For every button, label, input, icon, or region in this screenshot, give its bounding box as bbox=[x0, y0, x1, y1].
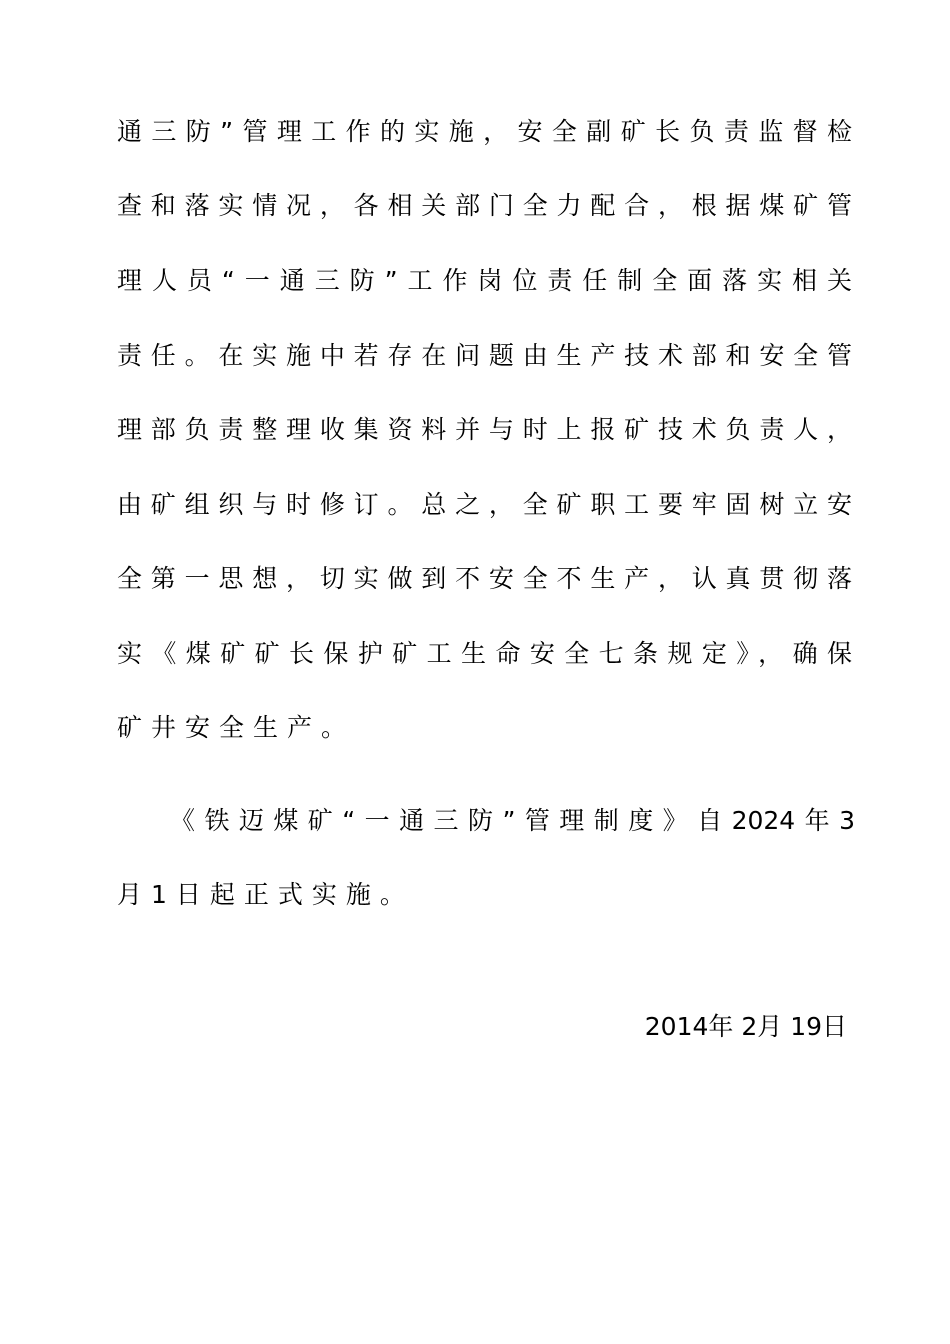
text-line: 月1日起正式实施。 bbox=[117, 880, 414, 909]
text-line: 《铁迈煤矿“一通三防”管理制度》自2024年3 bbox=[170, 806, 855, 835]
text-line: 理人员“一通三防”工作岗位责任制全面落实相关 bbox=[117, 266, 852, 295]
text-line: 实《煤矿矿长保护矿工生命安全七条规定》，确保 bbox=[117, 639, 852, 668]
text-line: 查和落实情况，各相关部门全力配合，根据煤矿管 bbox=[117, 191, 852, 220]
text-line: 全第一思想，切实做到不安全不生产，认真贯彻落 bbox=[117, 564, 852, 593]
text-line: 矿井安全生产。 bbox=[117, 713, 356, 742]
text-line: 通三防”管理工作的实施，安全副矿长负责监督检 bbox=[117, 117, 852, 146]
text-line: 理部负责整理收集资料并与时上报矿技术负责人， bbox=[117, 415, 852, 444]
text-line: 责任。在实施中若存在问题由生产技术部和安全管 bbox=[117, 341, 852, 370]
document-date: 2014年 2月 19日 bbox=[644, 1012, 847, 1041]
text-line: 由矿组织与时修订。总之，全矿职工要牢固树立安 bbox=[117, 490, 852, 519]
